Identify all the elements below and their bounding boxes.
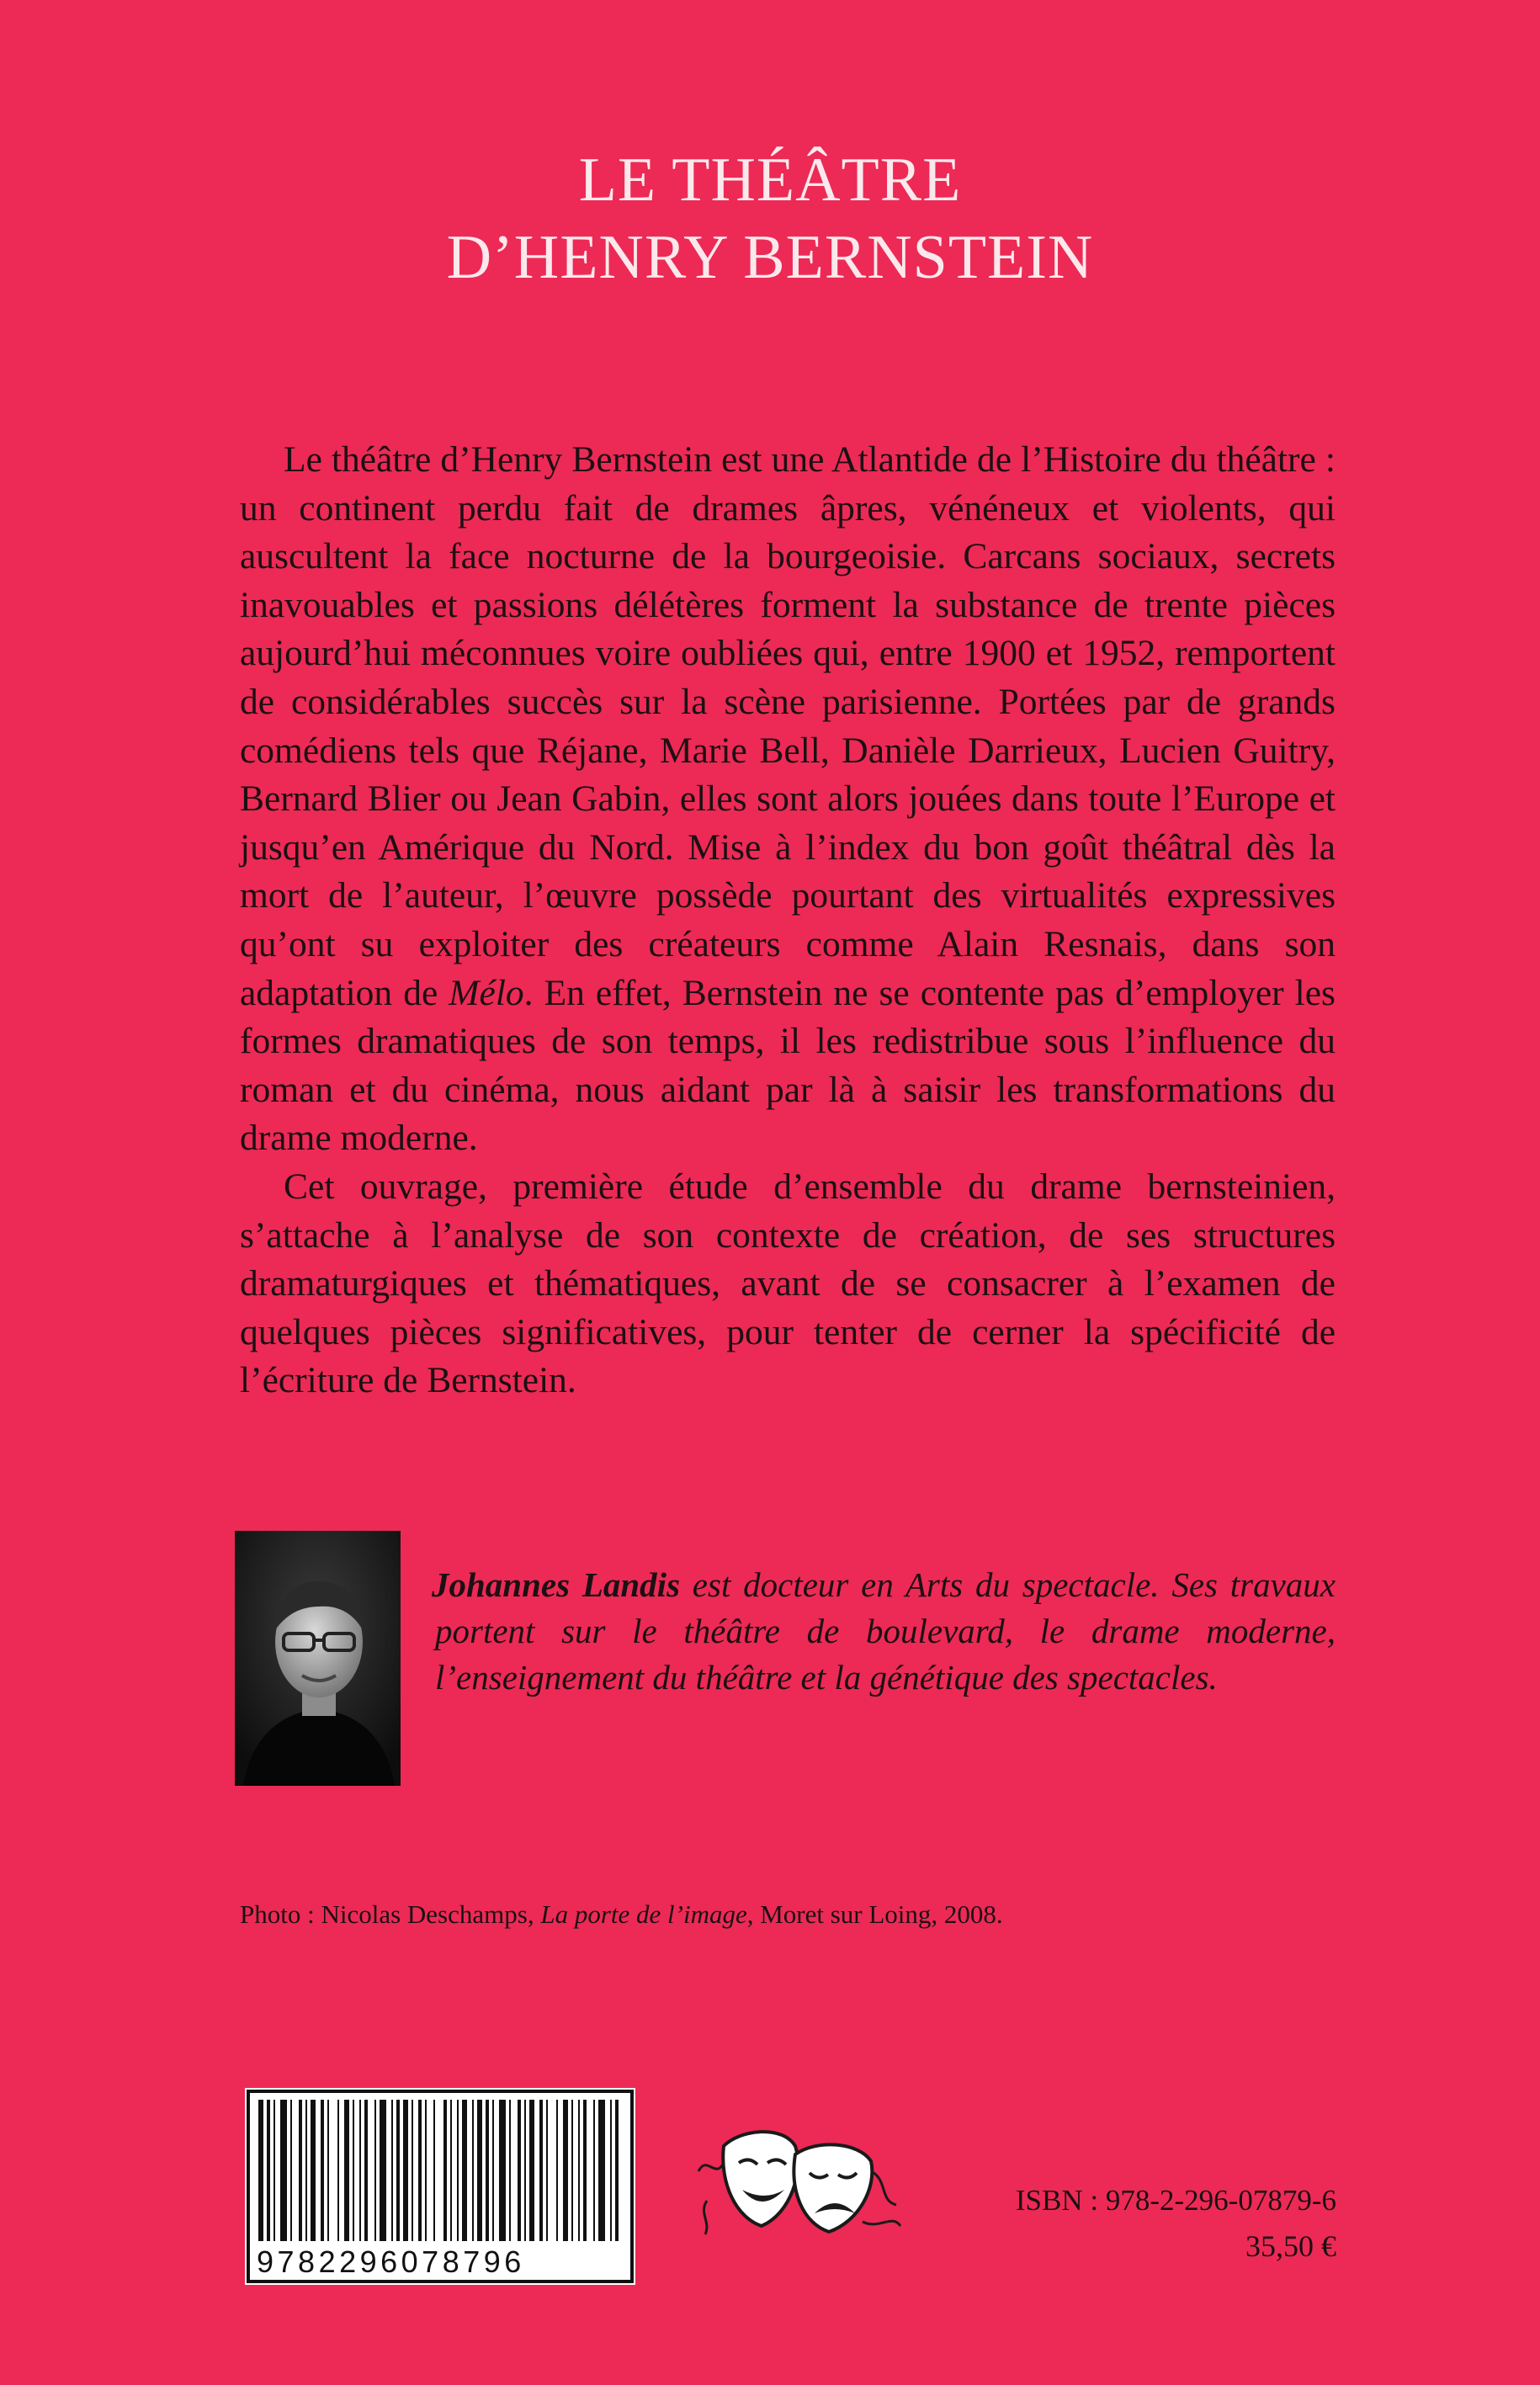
barcode-bar <box>615 2100 619 2241</box>
barcode-bar <box>425 2100 427 2241</box>
barcode-bar <box>524 2100 526 2241</box>
barcode-bar <box>450 2100 452 2241</box>
barcode-bar <box>499 2100 506 2241</box>
barcode-bar <box>273 2100 275 2241</box>
barcode-bar <box>518 2100 521 2241</box>
barcode-bar <box>299 2100 302 2241</box>
author-name: Johannes Landis <box>432 1565 681 1604</box>
barcode-bar <box>403 2100 408 2241</box>
barcode-digits: 9782296078796 <box>257 2244 525 2279</box>
isbn: ISBN : 978-2-296-07879-6 <box>1015 2184 1336 2217</box>
barcode-bar <box>539 2100 543 2241</box>
barcode-bar <box>443 2100 447 2241</box>
barcode-bar <box>578 2100 580 2241</box>
barcode-bar <box>477 2100 482 2241</box>
barcode-bar <box>563 2100 568 2241</box>
summary-p1-end: . En effet, Bernstein ne se contente pas d’employer les formes dramatiques de son temps, il les redistribue sous l’influence du roman et du cinéma, nous aidant par là à saisir les transformations du drame moderne. <box>240 972 1336 1159</box>
title-line-1: LE THÉÂTRE <box>578 146 962 215</box>
barcode-bar <box>509 2100 511 2241</box>
barcode-bar <box>353 2100 354 2241</box>
summary-p1-work-title: Mélo <box>449 972 524 1013</box>
summary-text <box>240 436 1336 1405</box>
barcode-bar <box>492 2100 494 2241</box>
summary-paragraph-2: Cet ouvrage, première étude d’ensemble du drame bernsteinien, s’attache à l’analyse de son contexte de création, de ses structures dramaturgiques et thématiques, avant de se consacrer à l’examen de quelques pièces significatives, pour tenter de cerner la spécificité de l’écriture de Bernstein. <box>240 1166 1336 1401</box>
author-bio-text: est docteur en Arts du spectacle. Ses travaux portent sur le théâtre de boulevard, le drame moderne, l’enseignement du théâtre et la génétique des spectacles. <box>435 1565 1336 1697</box>
barcode-bar <box>344 2100 349 2241</box>
theatre-masks-icon <box>690 2121 909 2247</box>
barcode-bar <box>472 2100 474 2241</box>
barcode-bar <box>305 2100 307 2241</box>
theatre-masks-logo <box>690 2121 909 2247</box>
photo-credit-source: La porte de l’image <box>540 1899 747 1929</box>
barcode-bar <box>327 2100 329 2241</box>
barcode-bar <box>374 2100 376 2241</box>
barcode-bar <box>337 2100 339 2241</box>
barcode-bar <box>380 2100 386 2241</box>
summary-p1-start: Le théâtre d’Henry Bernstein est une Atlantide de l’Histoire du théâtre : un continent perdu fait de drames âpres, vénéneux et violents, qui auscultent la face nocturne de la bourgeoisie. Carcans sociaux, secrets inavouables et passions délétères forment la substance de trente pièces aujourd’hui méconnues voire oubliées qui, entre 1900 et 1952, remportent de considérables succès sur la scène parisienne. Portées par de grands comédiens tels que Réjane, Marie Bell, Danièle Darrieux, Lucien Guitry, Bernard Blier ou Jean Gabin, elles sont alors jouées dans toute l’Europe et jusqu’en Amérique du Nord. Mise à l’index du bon goût théâtral dès la mort de l’auteur, l’œuvre possède pourtant des virtualités expressives qu’ont su exploiter des créateurs comme Alain Resnais, dans son adaptation de <box>240 439 1336 1013</box>
barcode-bar <box>391 2100 393 2241</box>
barcode-bar <box>556 2100 558 2241</box>
barcode-bar <box>457 2100 459 2241</box>
photo-credit-prefix: Photo : Nicolas Deschamps, <box>240 1899 541 1929</box>
photo-credit <box>240 1898 1003 1931</box>
barcode-bar <box>311 2100 316 2241</box>
barcode-bar <box>610 2100 612 2241</box>
barcode-bar <box>571 2100 573 2241</box>
summary-paragraph-1 <box>240 436 1336 1163</box>
price: 35,50 € <box>1245 2229 1336 2263</box>
barcode-bar <box>486 2100 489 2241</box>
barcode-bar <box>258 2100 263 2241</box>
title-line-2: D’HENRY BERNSTEIN <box>446 223 1094 292</box>
author-bio <box>432 1562 1336 1701</box>
barcode-bar <box>267 2100 270 2241</box>
barcode-bar <box>280 2100 287 2241</box>
photo-credit-suffix: , Moret sur Loing, 2008. <box>746 1899 1003 1929</box>
barcode-bar <box>593 2100 595 2241</box>
barcode-bar <box>396 2100 400 2241</box>
author-photo <box>235 1531 401 1786</box>
barcode-bar <box>546 2100 548 2241</box>
barcode-bar <box>359 2100 361 2241</box>
barcode-bar <box>433 2100 435 2241</box>
barcode-bar <box>598 2100 605 2241</box>
barcode-bar <box>364 2100 368 2241</box>
barcode-bar <box>290 2100 292 2241</box>
barcode-bar <box>462 2100 467 2241</box>
barcode-bar <box>418 2100 422 2241</box>
barcode-bar <box>321 2100 324 2241</box>
book-title <box>0 141 1540 296</box>
barcode-bar <box>583 2100 587 2241</box>
barcode-bar <box>529 2100 534 2241</box>
author-portrait-icon <box>235 1531 401 1786</box>
barcode-bar <box>412 2100 413 2241</box>
